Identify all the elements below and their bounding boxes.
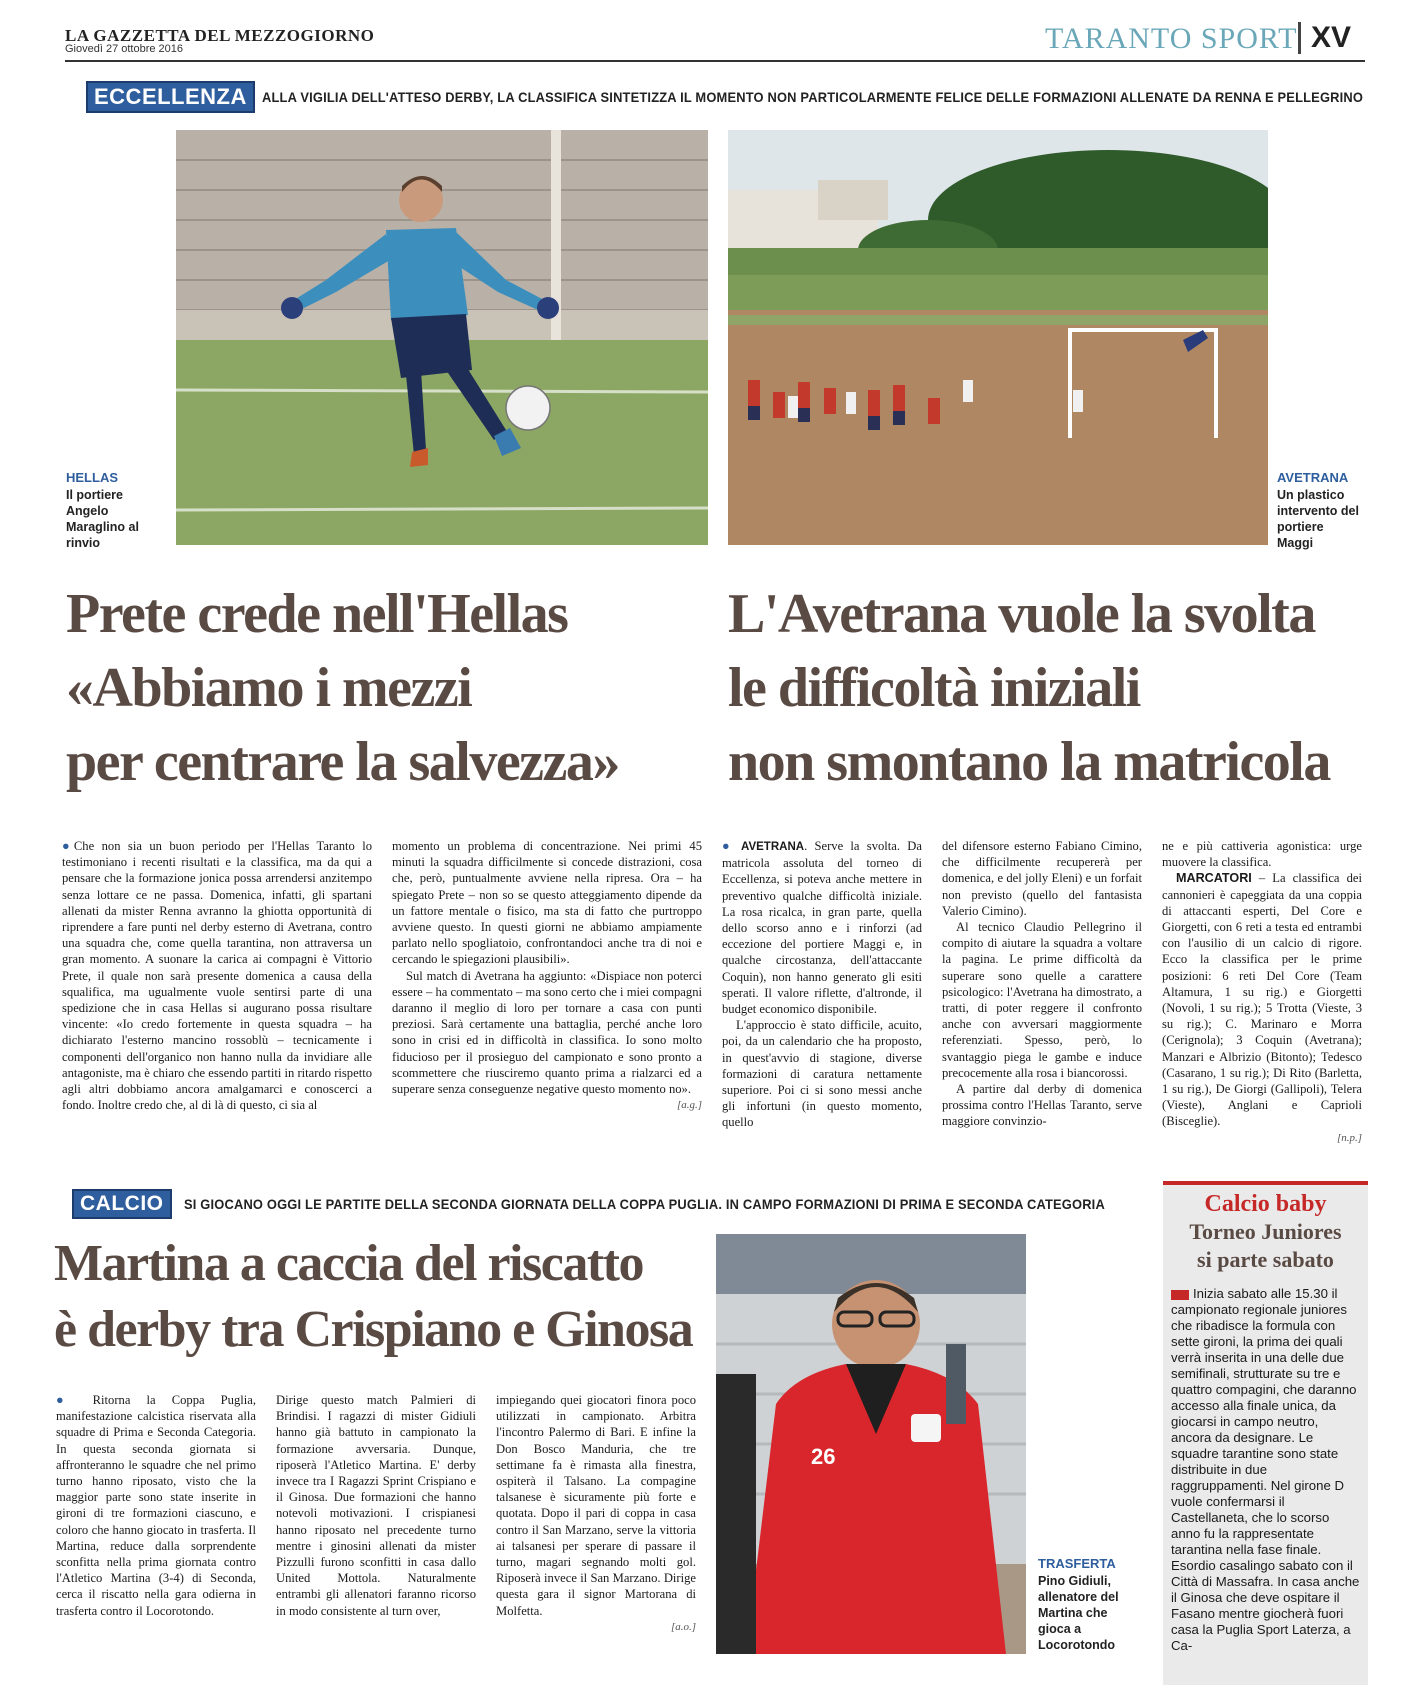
article-avetrana-col3 — [1162, 838, 1362, 1168]
article-text: Al tecnico Claudio Pellegrino il compito di aiutare la squadra a voltare la pagina. Le prime difficoltà da superare sono quelle a carattere psicologico: l'Avetrana ha dimostrato, a tratti, di poter reggere il confronto anche con avversari maggiormente referenziati. Spesso, però, lo svantaggio piega le gambe e induce precocemente alla rosa i biancorossi. — [942, 920, 1142, 1080]
sidebar-box-calcio-baby — [1163, 1181, 1368, 1685]
article-lead: AVETRANA — [741, 841, 805, 853]
bullet-icon: ● — [62, 839, 74, 853]
article-hellas-col1 — [62, 838, 372, 1158]
headline-martina — [54, 1235, 693, 1370]
article-text: A partire dal derby di domenica prossima contro l'Hellas Taranto, serve maggiore convinzio- — [942, 1082, 1142, 1129]
photo-coach-gidiuli — [716, 1234, 1026, 1654]
author-signature: [n.p.] — [1336, 1131, 1362, 1144]
caption-line: Angelo — [66, 504, 109, 518]
article-text: del difensore esterno Fabiano Cimino, che difficilmente recupererà per domenica, e del jolly Eleni) e un forfait non previsto (quello del fantasista Valerio Cimino). — [942, 839, 1142, 918]
section-kicker-top: ALLA VIGILIA DELL'ATTESO DERBY, LA CLASSIFICA SINTETIZZA IL MOMENTO NON PARTICOLARMENTE FELICE DELLE FORMAZIONI ALLENATE DA RENNA E PELLEGRINO — [262, 89, 1364, 105]
box-subtitle-line: Torneo Juniores — [1189, 1219, 1342, 1244]
section-kicker-bottom: SI GIOCANO OGGI LE PARTITE DELLA SECONDA GIORNATA DELLA COPPA PUGLIA. IN CAMPO FORMAZIONI DI PRIMA E SECONDA CATEGORIA — [184, 1196, 1105, 1212]
article-hellas-col2 — [392, 838, 702, 1168]
box-subtitle — [1163, 1218, 1368, 1274]
caption-line: gioca a — [1038, 1622, 1082, 1636]
section-label-calcio: CALCIO — [72, 1189, 172, 1219]
caption-line: intervento del — [1277, 504, 1359, 518]
headline-hellas — [66, 583, 619, 808]
caption-line: allenatore del — [1038, 1590, 1119, 1604]
coach-illustration — [716, 1234, 1026, 1654]
photo-hellas-goalkeeper — [176, 130, 708, 545]
box-body-text: Inizia sabato alle 15.30 il campionato regionale juniores che ribadisce la formula con sette gironi, la prima dei quali verrà inserita in una delle due semifinali, strutturate su tre e quattro compagini, che daranno accesso alla finale unica, da giocarsi in campo neutro, ancora da designare. Le squadre tarantine sono state distribuite in due raggruppamenti. Nel girone D vuole confermarsi il Castellaneta, che lo scorso anno fu la rappresentate tarantina nella fase finale. Esordio casalingo sabato con il Città di Massafra. In casa anche il Ginosa che deve ospitare il Fasano mentre giocherà fuori casa la Puglia Sport Laterza, a Ca- — [1171, 1286, 1360, 1653]
caption-label-avetrana: AVETRANA — [1277, 470, 1349, 485]
caption-text-trasferta — [1038, 1573, 1153, 1653]
article-text: Che non sia un buon periodo per l'Hellas Taranto lo testimoniano i recenti risultati e la classifica, ma da qui a pensare che la formazione jonica possa arrendersi anzitempo senza lottare ce ne passa. Domenica, infatti, gli spartani allenati da mister Renna avranno la ghiotta opportunità di riprendere a fare punti nel derby esterno di Avetrana, contro una squadra che, come quella tarantina, non attraversa un gran momento. A suonare la carica ai compagni è Vittorio Prete, il quale non sarà presente domenica a causa della squalifica, ma ugualmente vuole sentirsi parte di una spedizione che in casa Hellas si augurano possa risultare vincente: «Io credo fortemente in questa squadra – ha dichiarato l'esterno mancino rossoblù – tecnicamente i componenti dell'organico non hanno nulla da invidiare alle antagoniste, ma è chiaro che essendo partiti in ritardo rispetto agli altri dobbiamo ancora amalgamarci e conoscerci a fondo. Inoltre credo che, al di là di questo, ci sia al — [62, 839, 372, 1113]
headline-line: «Abbiamo i mezzi — [66, 657, 472, 719]
box-body — [1163, 1286, 1368, 1654]
caption-line: Maggi — [1277, 536, 1314, 550]
article-avetrana-col1 — [722, 838, 922, 1168]
caption-line: Maraglino al — [66, 520, 139, 534]
headline-line: è derby tra Crispiano e Ginosa — [54, 1301, 693, 1358]
article-text: ne e più cattiveria agonistica: urge muovere la classifica. — [1162, 839, 1362, 870]
bullet-icon: ● — [56, 1393, 77, 1407]
article-text: . Serve la svolta. Da matricola assoluta del torneo di Eccellenza, si poteva anche mettere in preventivo qualche difficoltà iniziale. La rosa ricalca, in gran parte, quella dello scorso anno e i rinforzi (ad eccezione del portiere Maggi e, in qualche circostanza, dell'attaccante Coquin), non hanno generato gli esiti sperati. Il valore riflette, d'altronde, il budget economico disponibile. — [722, 839, 922, 1017]
headline-line: Martina a caccia del riscatto — [54, 1235, 643, 1292]
caption-line: Pino Gidiuli, — [1038, 1574, 1111, 1588]
box-title: Calcio baby — [1204, 1191, 1327, 1217]
caption-line: Un plastico — [1277, 488, 1345, 502]
match-illustration — [728, 130, 1268, 545]
caption-label-trasferta: TRASFERTA — [1038, 1556, 1116, 1571]
issue-date: Giovedì 27 ottobre 2016 — [65, 43, 184, 55]
article-text: Dirige questo match Palmieri di Brindisi. I ragazzi di mister Gidiuli hanno già battuto in campionato la formazione avversaria. Dunque, riposerà l'Atletico Martina. E' derby invece tra I Ragazzi Sprint Crispiano e il Ginosa. Due formazioni che hanno notevoli motivazioni. I crispianesi hanno riposato nel precedente turno mentre i ginosini allenati da mister Pizzulli furono sconfitti in casa dallo United Mottola. Naturalmente entrambi gli allenatori faranno ricorso in modo consistente al turn over, — [276, 1393, 476, 1618]
headline-line: le difficoltà iniziali — [728, 657, 1140, 719]
article-text: – La classifica dei cannonieri è capeggiata da una coppia di attaccanti esperti, Del Core e Giorgetti, con 6 reti a testa ed entrambi con l'ausilio di un calcio di rigore. Ecco la classifica per le prime posizioni: 6 reti Del Core (Team Altamura, 1 su rig.) e Giorgetti (Novoli, 1 su rig.); 5 Trotta (Vieste, 3 su rig.); C. Marinaro e Morra (Cerignola); 3 Coquin (Avetrana); Manzari e Albrizio (Bitonto); Tedesco (Casarano, 1 su rig.); Di Rito (Barletta, 1 su rig.), De Giorgi (Gallipoli), Telera (Vieste), Anglani e Caprioli (Bisceglie). — [1162, 871, 1362, 1129]
caption-line: Martina che — [1038, 1606, 1108, 1620]
masthead-rule — [65, 60, 1365, 62]
article-text: L'approccio è stato difficile, acuito, poi, da un calendario che ha proposto, in quest'avvio di stagione, diverse formazioni di caratura nettamente superiore. Poi ci si sono messi anche gli infortuni (in questo momento, quello — [722, 1018, 922, 1130]
article-martina-col2 — [276, 1392, 476, 1672]
caption-line: rinvio — [66, 536, 101, 550]
caption-label-hellas: HELLAS — [66, 470, 118, 485]
goalkeeper-illustration — [176, 130, 708, 545]
newspaper-name: LA GAZZETTA DEL MEZZOGIORNO — [65, 26, 375, 45]
section-title: TARANTO SPORT — [1045, 22, 1298, 55]
caption-line: portiere — [1277, 520, 1324, 534]
article-martina-col3 — [496, 1392, 696, 1672]
photo-avetrana-match — [728, 130, 1268, 545]
article-text: Sul match di Avetrana ha aggiunto: «Dispiace non poterci essere – ha commentato – ma sono certo che i miei compagni daranno il meglio di loro per tornare a casa con punti preziosi. Sarà certamente una battaglia, perché anche loro sono in crisi ed in difficoltà in classifica. Io sono molto fiducioso per il prosieguo del campionato e sono pronto a scommettere che riusciremo quanto prima a rialzarci ed a superare senza conseguenze negative questo momento no». — [392, 968, 702, 1097]
headline-avetrana — [728, 583, 1330, 808]
headline-line: non smontano la matricola — [728, 731, 1330, 793]
svg-text:26: 26 — [811, 1444, 836, 1469]
caption-text-avetrana — [1277, 487, 1387, 551]
article-text: impiegando quei giocatori finora poco utilizzati in campionato. Arbitra l'incontro Palermo di Bari. E infine la Don Bosco Manduria, che tre settimane fa è rimasta alla finestra, ospiterà il Talsano. La compagine talsanese è sicuramente più forte e quotata. Dopo il pari di coppa in casa contro il San Marzano, serve la vittoria ai talsanesi per sperare di passare il turno, magari segnando molti gol. Riposerà invece il San Marzano. Dirige questa gara il signor Martorana di Molfetta. — [496, 1393, 696, 1618]
headline-line: per centrare la salvezza» — [66, 731, 619, 793]
caption-text-hellas — [66, 487, 176, 551]
red-square-icon — [1171, 1290, 1189, 1300]
box-subtitle-line: si parte sabato — [1197, 1247, 1334, 1272]
subheading-marcatori: MARCATORI — [1176, 871, 1252, 886]
article-martina-col1 — [56, 1392, 256, 1672]
article-text: Ritorna la Coppa Puglia, manifestazione calcistica riservata alla squadre di Prima e Seconda Categoria. In questa seconda giornata si affronteranno le squadre che nel primo turno hanno riposato, visto che la maggior parte sono state inserite in gironi di tre formazioni ciascuno, e coloro che hanno giocato in trasferta. Il Martina, reduce dalla sorprendente sconfitta nella prima giornata contro l'Atletico Martina (3-4) di Seconda, cerca il riscatto nella gara odierna in trasferta contro il Locorotondo. — [56, 1393, 256, 1618]
headline-line: Prete crede nell'Hellas — [66, 583, 568, 645]
article-avetrana-col2 — [942, 838, 1142, 1168]
author-signature: [a.g.] — [676, 1099, 702, 1112]
caption-line: Il portiere — [66, 488, 123, 502]
headline-line: L'Avetrana vuole la svolta — [728, 583, 1315, 645]
section-label-eccellenza: ECCELLENZA — [86, 81, 255, 113]
bullet-icon: ● — [722, 839, 734, 853]
article-text: momento un problema di concentrazione. Nei primi 45 minuti la squadra difficilmente si concede distrazioni, cosa che, però, puntualmente avviene nella ripresa. Ora – ha spiegato Prete – non so se questo atteggiamento dipende da un fattore mentale o fisico, ma sta di fatto che purtroppo avviene questo. In questi giorni ne abbiamo ampiamente parlato nello spogliatoio, confrontandoci anche tra di noi e cercando le spiegazioni plausibili». — [392, 839, 702, 967]
author-signature: [a.o.] — [670, 1620, 696, 1633]
page-number: XV — [1298, 22, 1351, 54]
caption-line: Locorotondo — [1038, 1638, 1116, 1652]
